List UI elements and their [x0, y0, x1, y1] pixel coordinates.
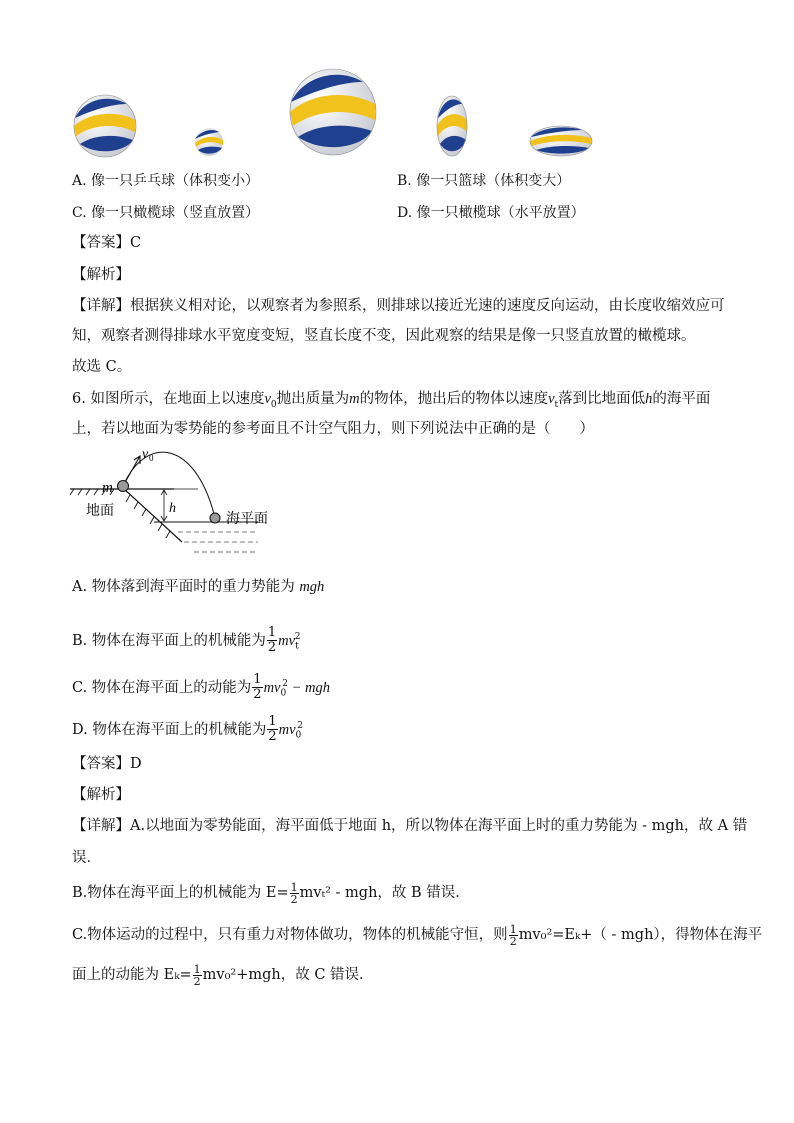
q6-detail-b: B.物体在海平面上的机械能为 E= $\frac{1}{2}$ mvₜ² - mgh，故 B 错误．	[72, 880, 470, 906]
q6-option-b: B. 物体在海平面上的机械能为 $\frac{1}{2}$ $mv_t^2$	[72, 625, 301, 656]
volleyball-large	[290, 69, 376, 155]
q6-stem-line-2: 上，若以地面为零势能的参考面且不计空气阻力，则下列说法中正确的是（ ）	[72, 421, 594, 437]
q6-detail-c-line-1: C.物体运动的过程中，只有重力对物体做功，物体的机械能守恒，则 $\frac{1}{2}$ mv₀²=Eₖ+（ - mgh），得物体在海平	[72, 922, 763, 948]
q6-detail-a-line-1: 【详解】A.以地面为零势能面，海平面低于地面 h，所以物体在海平面上时的重力势能为 - mgh，故 A 错	[72, 818, 748, 834]
q5-analysis-label: 【解析】	[72, 267, 130, 283]
q6-option-c: C. 物体在海平面上的动能为 $\frac{1}{2}$ $mv_0^2$ − mgh	[72, 672, 330, 703]
volleyball-small	[195, 128, 223, 156]
q6-option-d: D. 物体在海平面上的机械能为 $\frac{1}{2}$ $mv_0^2$	[72, 714, 303, 745]
q6-stem-line-1: 6. 如图所示，在地面上以速度$v_0$抛出质量为m的物体，抛出后的物体以速度$v_t$落到比地面低h的海平面	[72, 391, 711, 410]
q5-option-c: C. 像一只橄榄球（竖直放置）	[72, 205, 260, 221]
q6-analysis-label: 【解析】	[72, 787, 130, 803]
diagram-sea-label: 海平面	[226, 511, 268, 527]
q5-choose: 故选 C。	[72, 359, 132, 375]
q6-detail-c-line-2: 面上的动能为 Eₖ= $\frac{1}{2}$ mv₀²+mgh，故 C 错误．	[72, 962, 374, 988]
diagram-v0-sub: 0	[149, 453, 154, 463]
volleyball-original	[74, 95, 136, 157]
q5-detail-line-1: 【详解】根据狭义相对论，以观察者为参照系，则排球以接近光速的速度反向运动，由长度收缩效应可	[72, 298, 725, 314]
diagram-m-label: m	[102, 480, 113, 496]
diagram-v0-label: v	[142, 447, 149, 462]
volleyball-vertical-ellipse	[437, 96, 467, 156]
diagram-ground-label: 地面	[86, 503, 114, 519]
q6-answer: 【答案】D	[72, 756, 142, 772]
q5-answer: 【答案】C	[72, 235, 142, 251]
q5-detail-line-2: 知，观察者测得排球水平宽度变短，竖直长度不变，因此观察的结果是像一只竖直放置的橄榄球。	[72, 328, 696, 344]
q6-option-a: A. 物体落到海平面时的重力势能为 mgh	[72, 579, 325, 595]
projectile-diagram	[68, 442, 288, 572]
q5-option-a: A. 像一只乒乓球（体积变小）	[72, 173, 260, 189]
q5-option-b: B. 像一只篮球（体积变大）	[397, 173, 571, 189]
volleyball-figures	[0, 0, 794, 170]
diagram-h-label: h	[169, 501, 176, 516]
q5-option-d: D. 像一只橄榄球（水平放置）	[397, 205, 585, 221]
volleyball-horizontal-ellipse	[530, 126, 592, 156]
q6-detail-a-line-2: 误．	[72, 850, 101, 866]
